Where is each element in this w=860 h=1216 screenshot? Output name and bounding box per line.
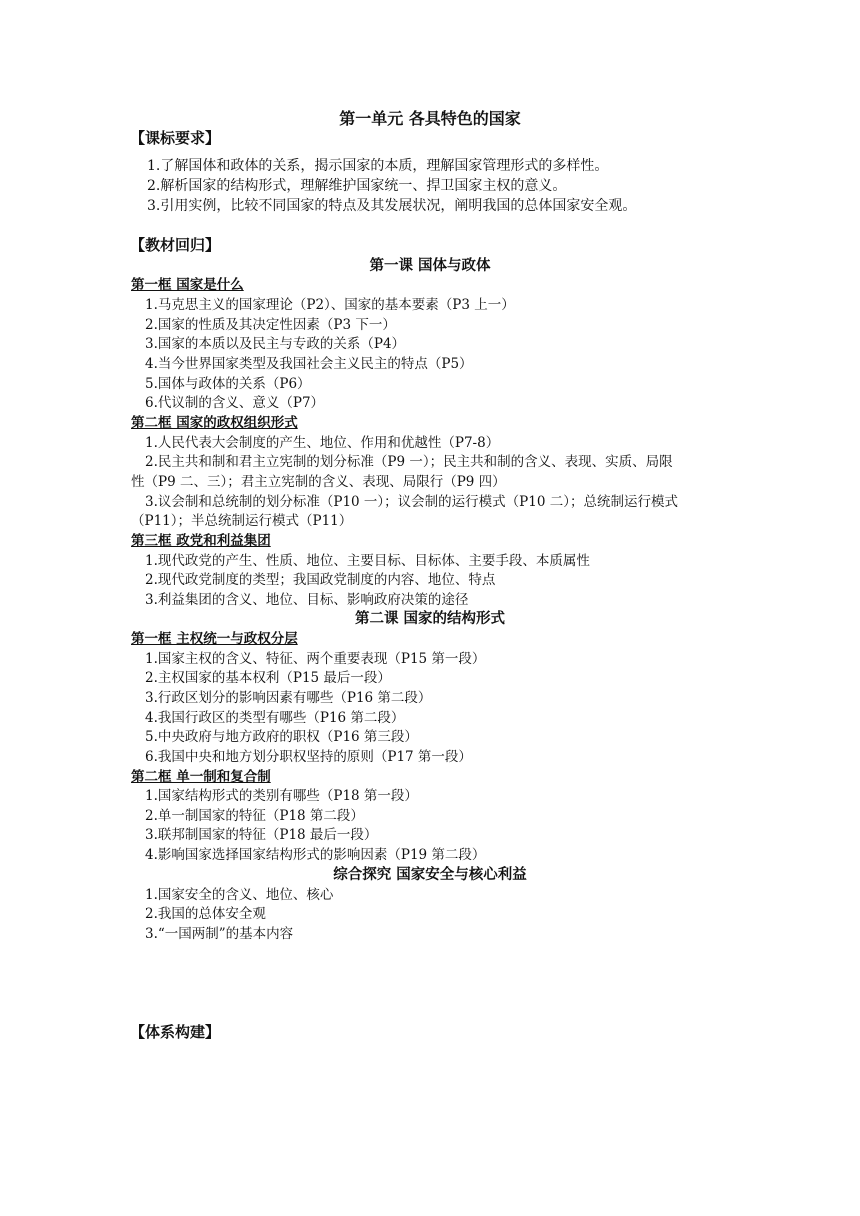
lesson1-frame1-title: 第一框 国家是什么 (131, 277, 244, 293)
list-item: 3.“一国两制”的基本内容 (145, 926, 294, 942)
list-item: 1.马克思主义的国家理论（P2）、国家的基本要素（P3 上一） (145, 297, 515, 313)
section-system-heading: 【体系构建】 (130, 1023, 221, 1041)
list-item: 5.中央政府与地方政府的职权（P16 第三段） (145, 729, 418, 745)
list-item: 1.人民代表大会制度的产生、地位、作用和优越性（P7-8） (145, 435, 500, 451)
lesson2-frame2-title: 第二框 单一制和复合制 (131, 769, 271, 785)
lesson1-frame3-title: 第三框 政党和利益集团 (131, 533, 271, 549)
requirement-item: 2.解析国家的结构形式，理解维护国家统一、捍卫国家主权的意义。 (147, 178, 567, 194)
list-item-continuation: （P11）；半总统制运行模式（P11） (131, 513, 353, 529)
list-item: 2.民主共和制和君主立宪制的划分标准（P9 一）；民主共和制的含义、表现、实质、局限 (145, 454, 673, 470)
list-item: 1.国家主权的含义、特征、两个重要表现（P15 第一段） (145, 651, 486, 667)
unit-title: 第一单元 各具特色的国家 (339, 109, 521, 128)
list-item: 2.国家的性质及其决定性因素（P3 下一） (145, 317, 396, 333)
list-item: 6.我国中央和地方划分职权坚持的原则（P17 第一段） (145, 749, 472, 765)
list-item: 6.代议制的含义、意义（P7） (145, 395, 325, 411)
section-review-heading: 【教材回归】 (130, 236, 221, 254)
list-item: 2.单一制国家的特征（P18 第二段） (145, 808, 364, 824)
list-item-continuation: 性（P9 二、三）；君主立宪制的含义、表现、局限行（P9 四） (131, 474, 506, 490)
list-item: 5.国体与政体的关系（P6） (145, 376, 311, 392)
list-item: 3.议会制和总统制的划分标准（P10 一）；议会制的运行模式（P10 二）；总统制运行模式 (145, 494, 678, 510)
lesson1-title: 第一课 国体与政体 (369, 258, 491, 274)
list-item: 1.国家安全的含义、地位、核心 (145, 887, 334, 903)
list-item: 2.主权国家的基本权利（P15 最后一段） (145, 670, 391, 686)
comprehensive-title: 综合探究 国家安全与核心利益 (333, 867, 527, 883)
list-item: 3.利益集团的含义、地位、目标、影响政府决策的途径 (145, 592, 469, 608)
list-item: 1.国家结构形式的类别有哪些（P18 第一段） (145, 788, 418, 804)
requirement-item: 3.引用实例，比较不同国家的特点及其发展状况，阐明我国的总体国家安全观。 (147, 198, 637, 214)
lesson1-frame2-title: 第二框 国家的政权组织形式 (131, 415, 298, 431)
section-requirements-heading: 【课标要求】 (130, 129, 221, 147)
lesson2-title: 第二课 国家的结构形式 (354, 611, 506, 627)
list-item: 3.国家的本质以及民主与专政的关系（P4） (145, 336, 406, 352)
list-item: 4.影响国家选择国家结构形式的影响因素（P19 第二段） (145, 847, 486, 863)
lesson2-frame1-title: 第一框 主权统一与政权分层 (131, 631, 298, 647)
list-item: 2.我国的总体安全观 (145, 906, 266, 922)
list-item: 1.现代政党的产生、性质、地位、主要目标、目标体、主要手段、本质属性 (145, 553, 590, 569)
list-item: 2.现代政党制度的类型；我国政党制度的内容、地位、特点 (145, 572, 496, 588)
list-item: 4.我国行政区的类型有哪些（P16 第二段） (145, 710, 405, 726)
requirement-item: 1.了解国体和政体的关系，揭示国家的本质，理解国家管理形式的多样性。 (147, 158, 609, 174)
list-item: 3.行政区划分的影响因素有哪些（P16 第二段） (145, 690, 432, 706)
list-item: 3.联邦制国家的特征（P18 最后一段） (145, 827, 378, 843)
list-item: 4.当今世界国家类型及我国社会主义民主的特点（P5） (145, 356, 473, 372)
